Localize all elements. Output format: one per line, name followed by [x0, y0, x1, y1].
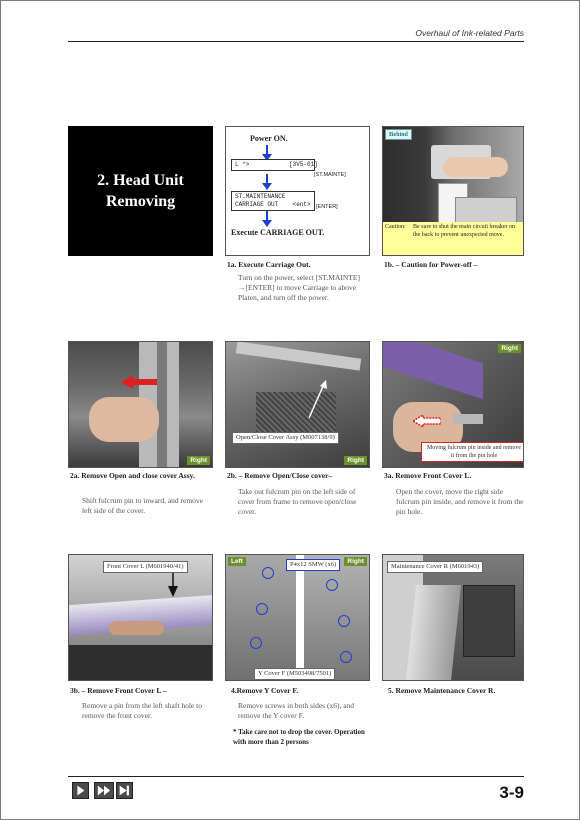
arrow-left-icon	[121, 375, 157, 389]
step-3b-caption: 3b. – Remove Front Cover L –	[70, 686, 167, 695]
open-close-cover-callout: Open/Close Cover Assy (M007138/9)	[232, 432, 339, 444]
step-1a-diagram	[225, 126, 370, 256]
fast-forward-icon[interactable]	[94, 782, 114, 799]
behind-tag: Behind	[385, 129, 412, 140]
step-4-caption: 4.Remove Y Cover F.	[231, 686, 299, 695]
page-number: 3-9	[499, 783, 524, 802]
arrow-left-icon	[413, 415, 441, 427]
left-side-image	[226, 555, 296, 681]
power-on-label: Power ON.	[250, 134, 288, 143]
step-2b-description: Take out fulcrum pin on the left side of cover from frame to remove open/close cover.	[238, 487, 357, 516]
section-title: Overhaul of Ink-related Parts	[415, 28, 524, 38]
step-3b-photo	[68, 554, 213, 681]
right-side-tag: Right	[498, 344, 521, 353]
step-1a-caption: 1a. Execute Carriage Out.	[227, 260, 311, 269]
pointer-arrow-icon	[167, 569, 179, 597]
step-1a-description: Turn on the power, select [ST.MAINTE] →[ENTER] to move Carriage to above Platen, and turn off the power.	[238, 273, 360, 302]
maintenance-cover-r-callout: Maintenance Cover R (M601943)	[387, 561, 483, 573]
front-cover-l-callout: Front Cover L (M601940/41)	[103, 561, 188, 573]
screw-marker-icon	[250, 637, 262, 649]
left-side-tag: Left	[228, 557, 246, 566]
arrow-down-icon	[261, 211, 273, 227]
step-3a-photo	[382, 341, 524, 468]
maintenance-cover-image	[406, 585, 461, 681]
chapter-title-box	[68, 126, 213, 256]
step-4-note: * Take care not to drop the cover. Operation with more than 2 persons	[233, 728, 365, 746]
step-1b-caption: 1b. – Caution for Power-off –	[384, 260, 478, 269]
footer-rule	[68, 776, 524, 777]
pointer-arrow-icon	[306, 380, 328, 420]
execute-carriage-out-label: Execute CARRIAGE OUT.	[231, 228, 325, 237]
fulcrum-pin-callout: Moving fulcrum pin inside and remove it from the pin hole	[421, 442, 524, 462]
y-cover-f-callout: Y Cover F (M503498/7501)	[254, 668, 335, 680]
step-1b-photo	[382, 126, 524, 256]
step-5-photo	[382, 554, 524, 681]
screw-marker-icon	[256, 603, 268, 615]
last-page-icon[interactable]	[116, 782, 133, 799]
right-side-image	[304, 555, 370, 681]
screw-marker-icon	[326, 579, 338, 591]
screw-marker-icon	[338, 615, 350, 627]
step-4-photo	[225, 554, 370, 681]
caution-label: Caution:	[385, 224, 406, 230]
chapter-title: 2. Head Unit Removing	[97, 172, 184, 210]
caution-box	[383, 222, 523, 255]
enter-key-label: [ENTER]	[316, 204, 338, 210]
step-3a-caption: 3a. Remove Front Cover L.	[384, 471, 472, 480]
screw-marker-icon	[340, 651, 352, 663]
step-2b-caption: 2b. – Remove Open/Close cover–	[227, 471, 333, 480]
st-maint-key-label: [ST.MAINTE]	[314, 172, 346, 178]
hand-image	[89, 397, 159, 442]
screw-callout: P4x12 SMW (x6)	[286, 559, 340, 571]
caution-text: Be sure to shut the main circuit breaker on the back to prevent unexpected move.	[413, 224, 515, 238]
step-2a-description: Shift fulcrum pin to inward, and remove left side of the cover.	[82, 496, 204, 515]
step-2b-photo	[225, 341, 370, 468]
step-2a-caption: 2a. Remove Open and close cover Assy.	[70, 471, 195, 480]
arrow-down-icon	[261, 174, 273, 190]
step-2a-photo	[68, 341, 213, 468]
hand-image	[443, 157, 508, 177]
next-page-icon[interactable]	[72, 782, 89, 799]
screw-marker-icon	[262, 567, 274, 579]
purple-cover-image	[383, 341, 483, 399]
right-side-tag: Right	[187, 456, 210, 465]
step-3a-description: Open the cover, move the right side fulcrum pin inside, and remove it from the pin hole.	[396, 487, 524, 516]
lcd-display-1: L *> [3V5-01]	[231, 159, 315, 171]
right-side-tag: Right	[344, 456, 367, 465]
step-3b-description: Remove a pin from the left shaft hole to remove the front cover.	[82, 701, 202, 720]
cover-bar-image	[236, 341, 361, 370]
header-rule	[68, 41, 524, 42]
step-4-description: Remove screws in both sides (x6), and remove the Y cover F.	[238, 701, 355, 720]
arm-image	[109, 621, 164, 635]
step-5-caption: 5. Remove Maintenance Cover R.	[388, 686, 496, 695]
lcd-display-2: ST.MAINTENANCE CARRIAGE OUT <ent>	[231, 191, 315, 211]
right-side-tag: Right	[344, 557, 367, 566]
